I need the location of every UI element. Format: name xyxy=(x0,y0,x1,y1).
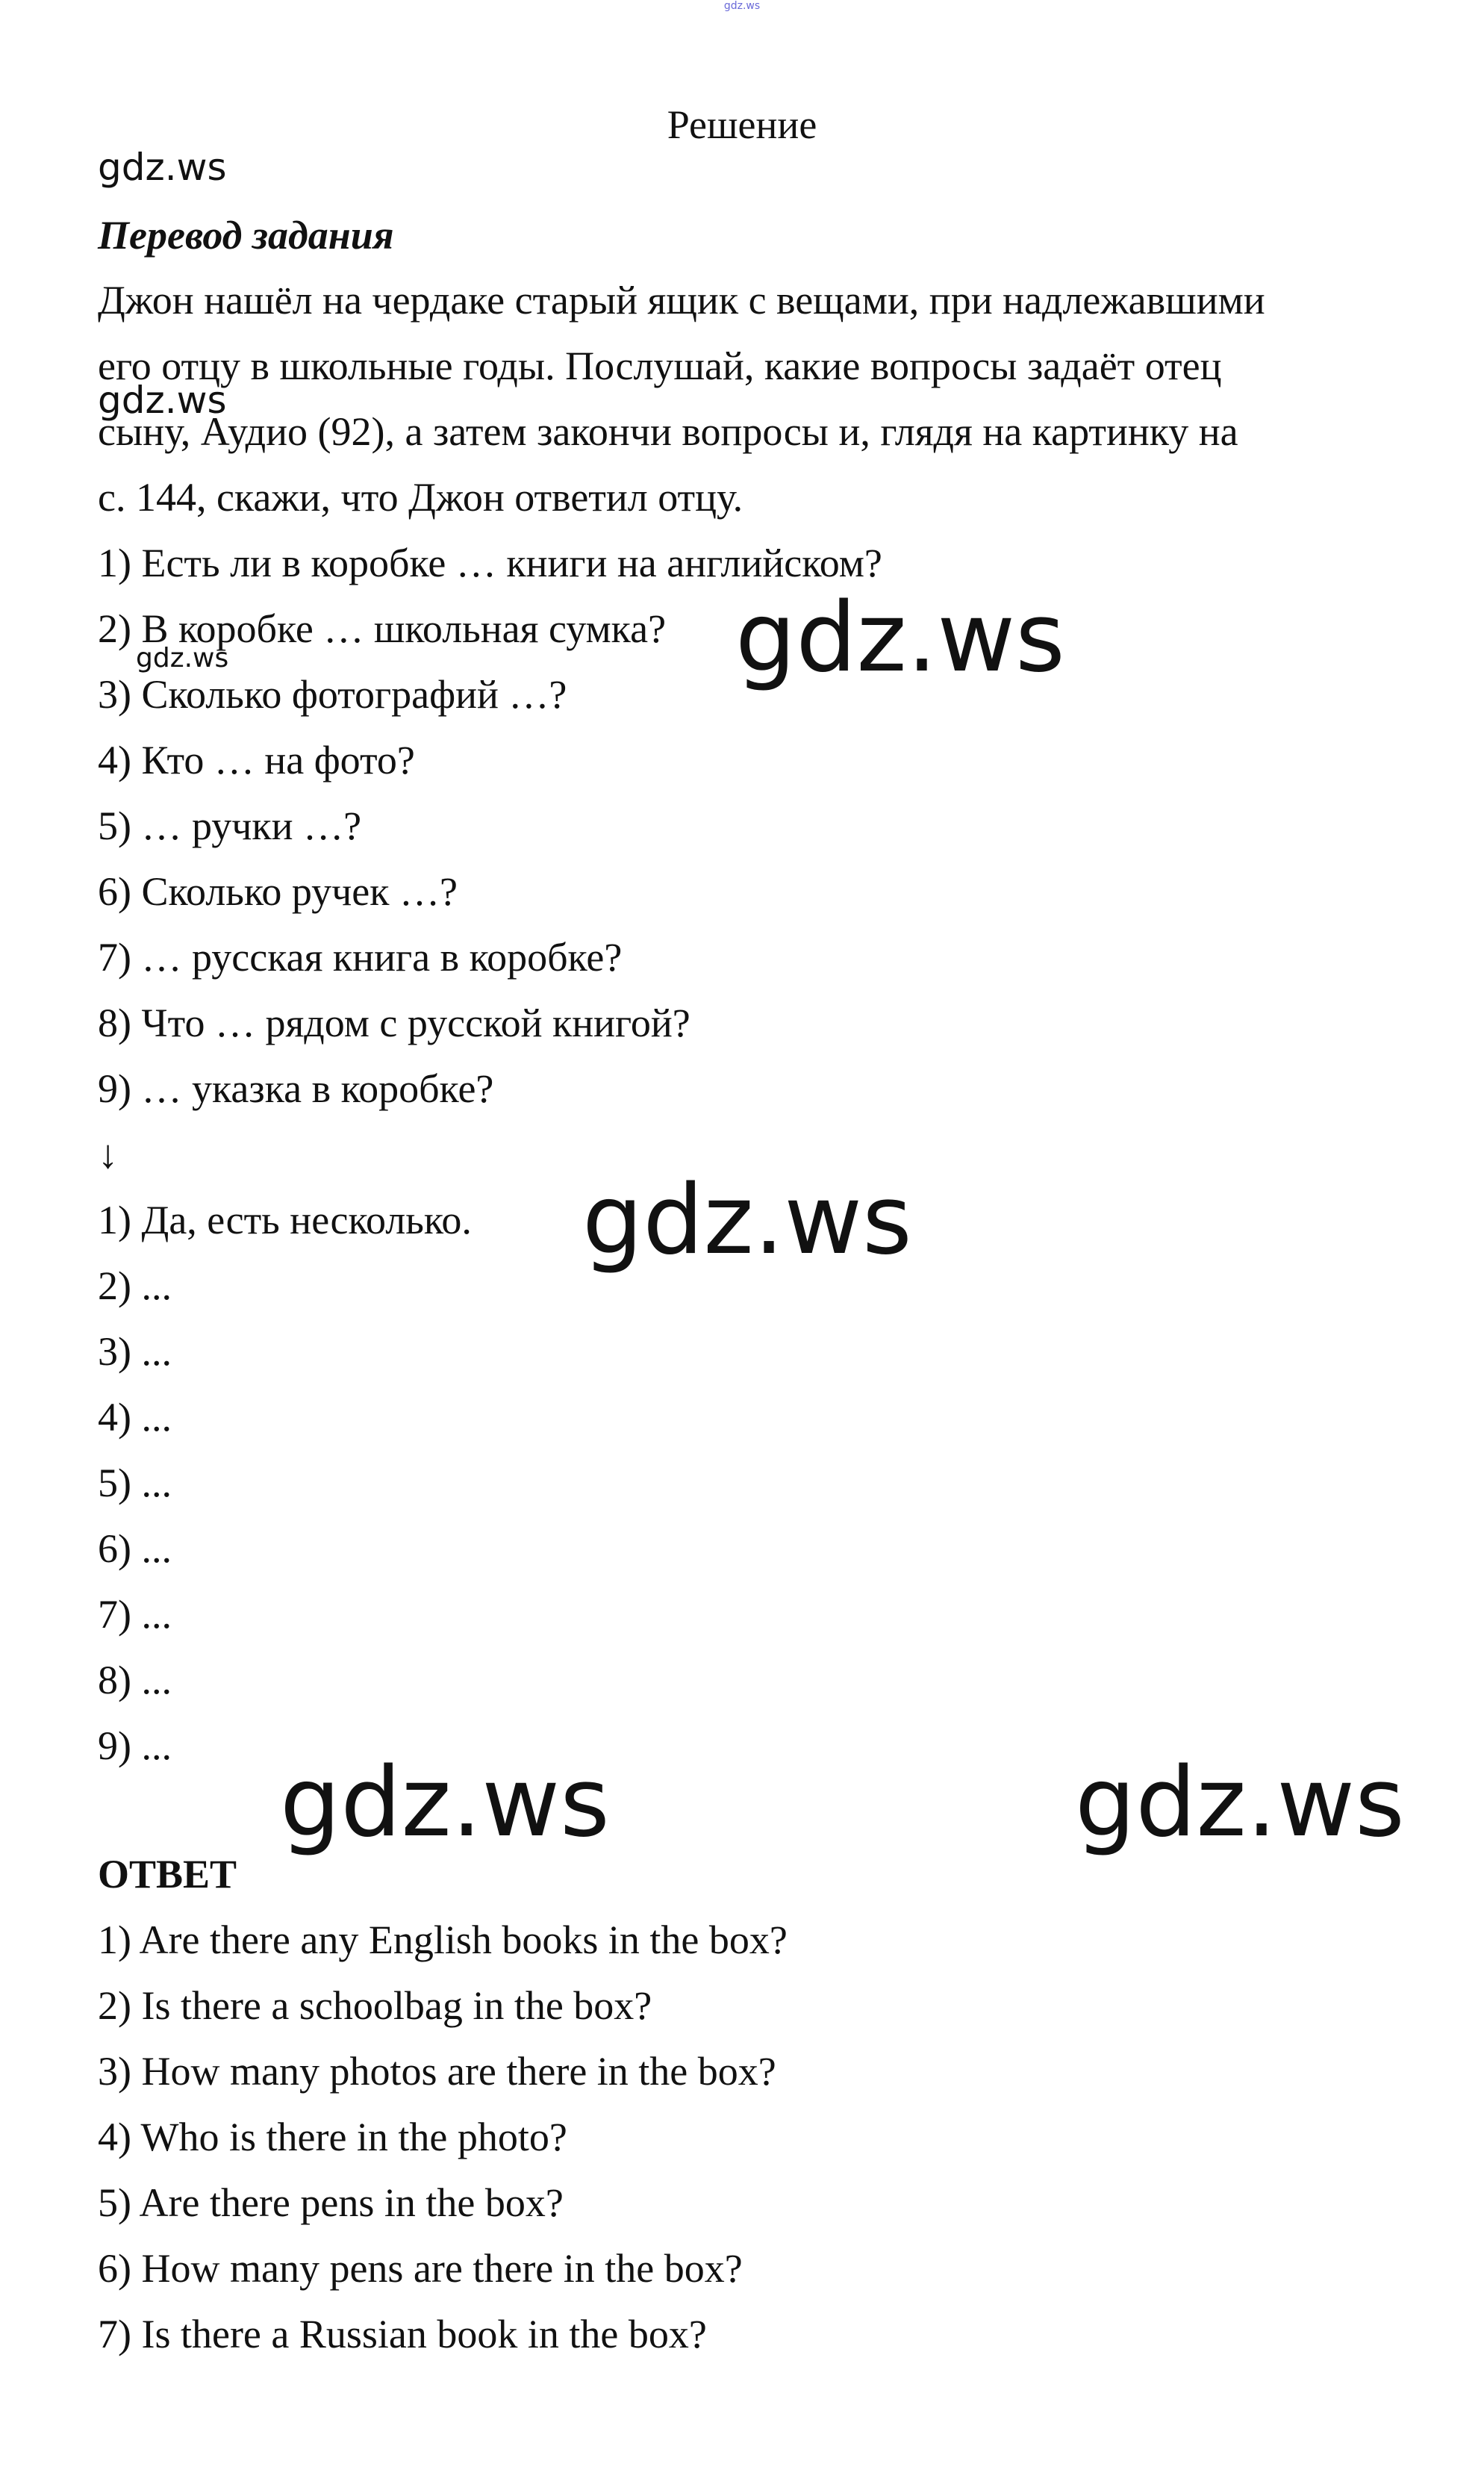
paragraph-line: Джон нашёл на чердаке старый ящик с вещами, при надлежавшими xyxy=(98,278,1265,323)
answer-ru: 4) ... xyxy=(98,1395,172,1440)
translation-heading: Перевод задания xyxy=(98,213,394,258)
question-ru: 3) Сколько фотографий …? xyxy=(98,672,567,717)
question-ru: 1) Есть ли в коробке … книги на английском? xyxy=(98,541,882,585)
watermark-small: gdz.ws xyxy=(98,146,227,189)
question-ru: 4) Кто … на фото? xyxy=(98,738,415,783)
answer-en: 1) Are there any English books in the box? xyxy=(98,1917,788,1962)
arrow-down: ↓ xyxy=(98,1132,118,1177)
paragraph-line: сыну, Аудио (92), а затем закончи вопросы и, глядя на картинку на xyxy=(98,409,1238,454)
answer-ru: 2) ... xyxy=(98,1263,172,1308)
watermark-big: gdz.ws xyxy=(1075,1747,1405,1858)
watermark-big: gdz.ws xyxy=(582,1165,912,1276)
question-ru: 2) В коробке … школьная сумка? xyxy=(98,606,667,651)
question-ru: 8) Что … рядом с русской книгой? xyxy=(98,1001,690,1045)
watermark-small: gdz.ws xyxy=(98,379,227,422)
answer-ru: 3) ... xyxy=(98,1329,172,1374)
answer-heading: ОТВЕТ xyxy=(98,1852,237,1897)
question-ru: 7) … русская книга в коробке? xyxy=(98,935,623,980)
watermark-big: gdz.ws xyxy=(735,582,1065,694)
watermark-top: gdz.ws xyxy=(723,0,761,12)
page-title: Решение xyxy=(667,102,817,147)
answer-en: 7) Is there a Russian book in the box? xyxy=(98,2312,707,2356)
answer-ru: 9) ... xyxy=(98,1723,172,1768)
answer-ru: 8) ... xyxy=(98,1658,172,1702)
watermark-big: gdz.ws xyxy=(280,1747,610,1858)
answer-en: 4) Who is there in the photo? xyxy=(98,2115,567,2159)
answer-en: 3) How many photos are there in the box? xyxy=(98,2049,776,2094)
answer-ru: 7) ... xyxy=(98,1592,172,1637)
question-ru: 9) … указка в коробке? xyxy=(98,1066,494,1111)
question-ru: 6) Сколько ручек …? xyxy=(98,869,458,914)
answer-ru: 1) Да, есть несколько. xyxy=(98,1198,472,1242)
paragraph-line: его отцу в школьные годы. Послушай, какие вопросы задаёт отец xyxy=(98,343,1222,388)
answer-en: 5) Are there pens in the box? xyxy=(98,2180,564,2225)
answer-ru: 5) ... xyxy=(98,1460,172,1505)
paragraph-line: с. 144, скажи, что Джон ответил отцу. xyxy=(98,475,743,520)
watermark-tiny: gdz.ws xyxy=(136,643,229,673)
question-ru: 5) … ручки …? xyxy=(98,803,362,848)
answer-en: 6) How many pens are there in the box? xyxy=(98,2246,743,2291)
answer-en: 2) Is there a schoolbag in the box? xyxy=(98,1983,652,2028)
answer-ru: 6) ... xyxy=(98,1526,172,1571)
